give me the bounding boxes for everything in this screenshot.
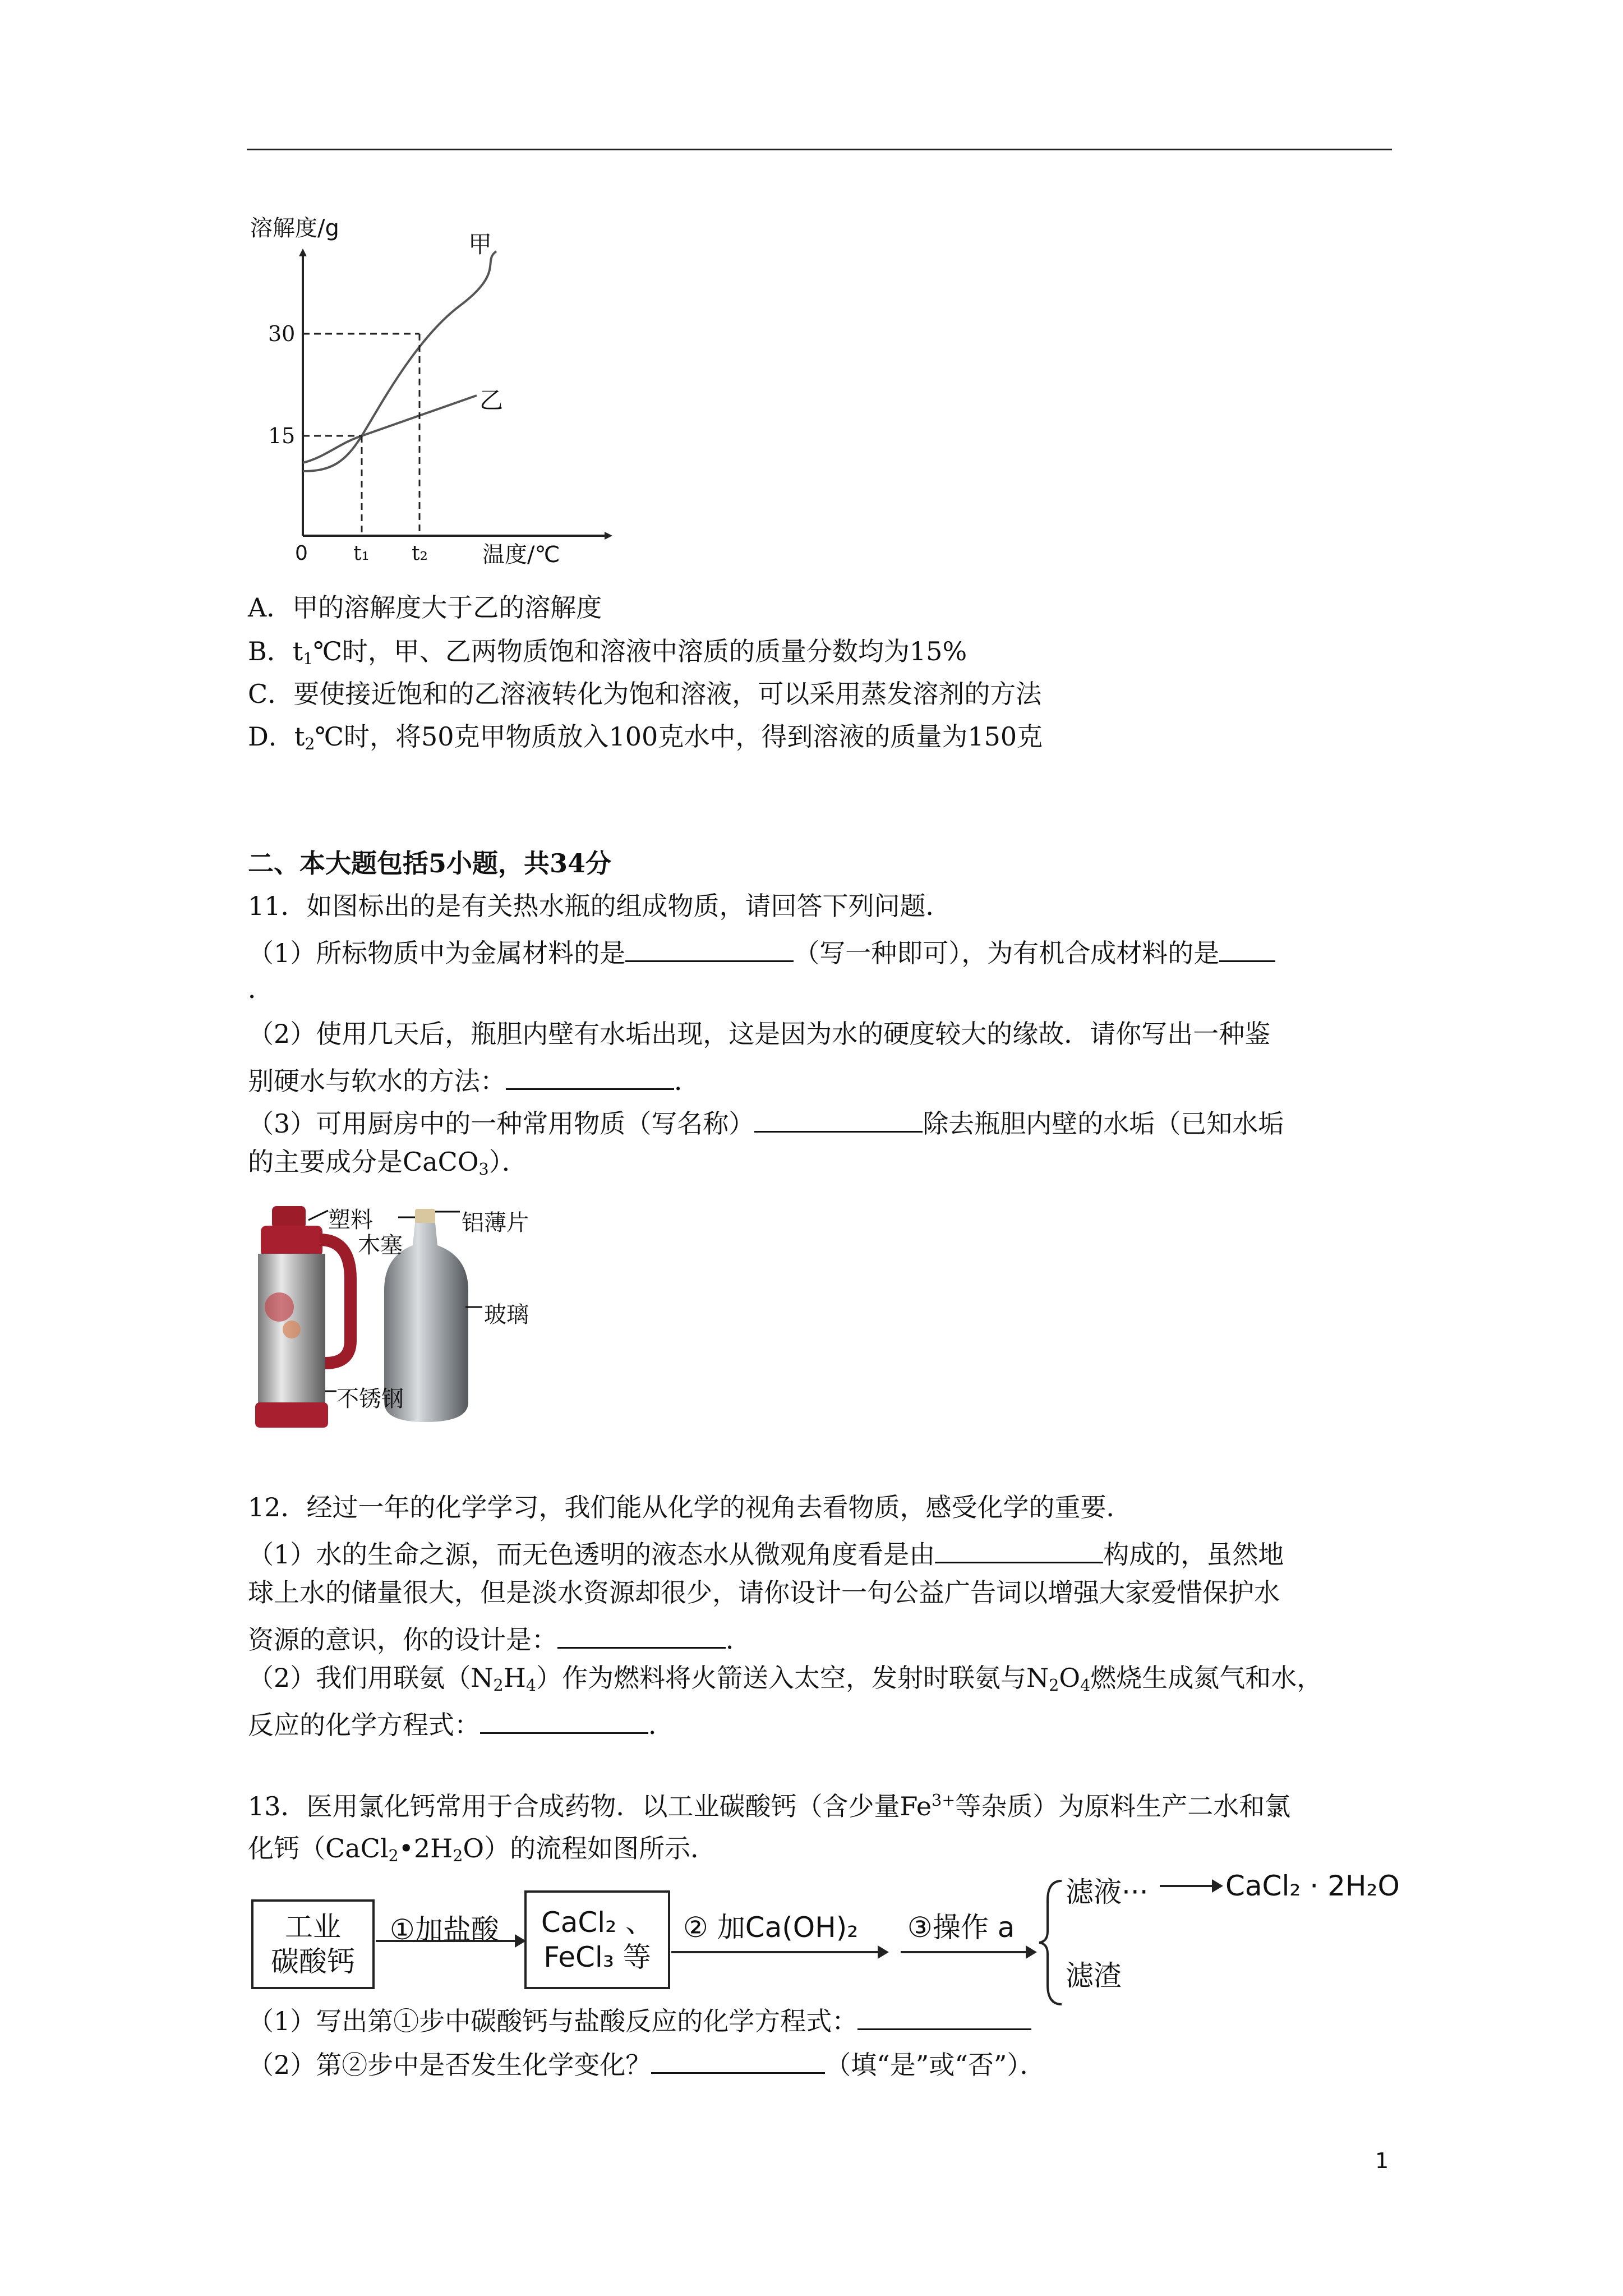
flow-step-2: ② 加Ca(OH)₂ (683, 1911, 859, 1944)
thermos-pattern (265, 1292, 294, 1322)
option-a: A．甲的溶解度大于乙的溶解度 (248, 592, 602, 623)
label-glass: 玻璃 (484, 1302, 529, 1328)
answer-blank[interactable] (651, 2047, 825, 2074)
flow-box-raw-material: 工业 碳酸钙 (251, 1899, 375, 1989)
liner-cork (415, 1209, 435, 1225)
q12-stem: 12．经过一年的化学学习，我们能从化学的视角去看物质，感受化学的重要． (248, 1492, 1132, 1522)
q11-stem: 11．如图标出的是有关热水瓶的组成物质，请回答下列问题． (248, 891, 952, 921)
series-jia-label: 甲 (468, 231, 492, 258)
solubility-chart (247, 208, 639, 578)
answer-blank[interactable] (754, 1106, 923, 1133)
answer-blank[interactable] (1219, 936, 1275, 962)
flow-step-3: ③操作 a (907, 1911, 1015, 1944)
answer-blank[interactable] (480, 1708, 648, 1734)
thermos-base (255, 1402, 328, 1428)
header-rule (247, 149, 1392, 150)
answer-blank[interactable] (625, 936, 794, 962)
flow-box-intermediate: CaCl₂ 、 FeCl₃ 等 (524, 1890, 670, 1989)
flow-brace (1036, 1878, 1064, 2007)
q11-part1: （1）所标物质中为金属材料的是 （写一种即可），为有机合成材料的是 (248, 936, 1275, 966)
flow-arrow-4 (1160, 1875, 1227, 1897)
series-yi-line (303, 395, 477, 463)
option-b: B．$t_1℃$时，甲、乙两物质饱和溶液中溶质的质量分数均为15% (248, 636, 967, 669)
answer-blank[interactable] (557, 1622, 726, 1649)
flow-filtrate: 滤液··· (1066, 1876, 1149, 1908)
q11-part2-line1: （2）使用几天后，瓶胆内壁有水垢出现，这是因为水的硬度较大的缘故．请你写出一种鉴 (248, 1019, 1271, 1049)
page-number: 1 (1375, 2148, 1389, 2173)
y-axis-label: 溶解度/g (250, 215, 339, 241)
q12-part2-line1: （2）我们用联氨$(N_2H_4)$作为燃料将火箭送入太空，发射时联氨与$N_2O_4$燃烧生成氮气和水， (248, 1663, 1323, 1695)
option-c: C．要使接近饱和的乙溶液转化为饱和溶液，可以采用蒸发溶剂的方法 (248, 679, 1042, 709)
q13-line1: 13．医用氯化钙常用于合成药物．以工业碳酸钙（含少量$Fe^{3+}$等杂质）为原料生产二水和氯 (248, 1791, 1291, 1822)
flow-arrow-3 (901, 1941, 1041, 1963)
label-plastic: 塑料 (328, 1207, 373, 1233)
thermos-neck (261, 1226, 322, 1257)
q12-part2-line2: 反应的化学方程式： ． (248, 1708, 674, 1738)
y-tick-15: 15 (268, 424, 296, 448)
x-axis-label: 温度/℃ (482, 542, 560, 568)
y-tick-30: 30 (268, 321, 296, 346)
q13-line2: 化钙$(CaCl_2•2H_2O)$的流程如图所示． (248, 1833, 717, 1866)
section-heading: 二、本大题包括5小题，共34分 (248, 848, 612, 878)
flow-step-1: ①加盐酸 (390, 1913, 499, 1946)
q11-part3-line1: （3）可用厨房中的一种常用物质（写名称） 除去瓶胆内壁的水垢（已知水垢 (248, 1106, 1284, 1137)
thermos-lid (272, 1206, 306, 1228)
series-jia-line (303, 251, 496, 471)
x-tick-t1: t₁ (353, 542, 370, 565)
label-steel: 不锈钢 (336, 1386, 404, 1412)
q13-part2: （2）第②步中是否发生化学变化？ （填“是”或“否”）． (248, 2047, 1045, 2078)
label-foil: 铝薄片 (462, 1210, 529, 1236)
q11-part1-end: ． (248, 974, 274, 1004)
q13-part1: （1）写出第①步中碳酸钙与盐酸反应的化学方程式： (248, 2004, 1031, 2034)
q12-part1-line3: 资源的意识，你的设计是： ． (248, 1622, 751, 1653)
label-cork: 木塞 (358, 1232, 403, 1258)
q11-part3-line2: 的主要成分是CaCO$_3$）． (248, 1147, 528, 1179)
flow-arrow-1 (376, 1930, 527, 1952)
q11-part2-line2: 别硬水与软水的方法： ． (248, 1064, 700, 1094)
option-d: D．$t_2℃$时，将50克甲物质放入100克水中，得到溶液的质量为150克 (248, 721, 1043, 754)
answer-blank[interactable] (857, 2004, 1031, 2030)
flow-product: CaCl₂ · 2H₂O (1225, 1870, 1400, 1902)
flow-residue: 滤渣 (1066, 1959, 1122, 1992)
q12-part1-line2: 球上水的储量很大，但是淡水资源却很少，请你设计一句公益广告词以增强大家爱惜保护水 (248, 1577, 1280, 1608)
q12-part1-line1: （1）水的生命之源，而无色透明的液态水从微观角度看是由 构成的，虽然地 (248, 1537, 1284, 1567)
origin-label: 0 (295, 542, 308, 565)
x-tick-t2: t₂ (412, 542, 428, 565)
answer-blank[interactable] (935, 1537, 1103, 1563)
answer-blank[interactable] (506, 1064, 674, 1090)
flow-arrow-2 (671, 1941, 890, 1963)
series-yi-label: 乙 (479, 386, 504, 414)
